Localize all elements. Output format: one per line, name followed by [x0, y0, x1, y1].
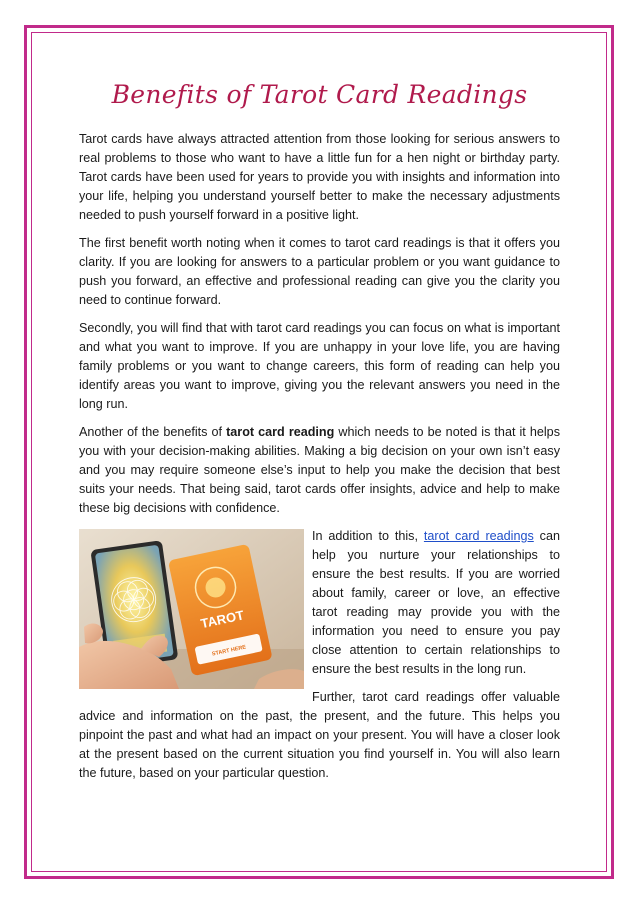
decision-text-before: Another of the benefits of [79, 425, 227, 439]
decision-bold-keyword: tarot card reading [226, 425, 335, 439]
paragraph-decision [79, 423, 560, 518]
paragraph-clarity: The first benefit worth noting when it comes to tarot card readings is that it offers you clarity. If you are looking for answers to a particular problem or you want guidance to push you forward, an effective and professional reading can give you the clarity you need to continue forward. [79, 236, 560, 307]
tarot-card-readings-link[interactable]: tarot card readings [423, 529, 534, 543]
paragraph-past-present-future: Further, tarot card readings offer valuable advice and information on the past, the present, and the future. This helps you pinpoint the past and what had an impact on your present. You will have a closer look at the present based on the current situation you find yourself in. You will also learn the future, based on your particular question. [79, 690, 560, 780]
card-subtitle-text: START HERE [211, 644, 247, 658]
paragraph-focus: Secondly, you will find that with tarot card readings you can focus on what is important and what you want to improve. If you are unhappy in your love life, you are having family problems or you want to change careers, this form of reading can help you identify areas you want to improve, giving you the relevant answers you need in the long run. [79, 321, 560, 411]
decision-text-after: which needs to be noted is that it helps you with your decision-making abilities. Making a big decision on your own isn’t easy and you may require someone else’s input to help you make the decision that best suits your needs. That being said, tarot cards offer insights, advice and help to make these big decisions with confidence. [79, 425, 560, 515]
relationships-text-after: can help you nurture your relationships to ensure the best results. If you are worried about family, career or love, an effective tarot reading may provide you with the information you need to ensure you pay close attention to certain relationships to ensure the best results in the long run. [312, 529, 560, 676]
relationships-text-before: In addition to this, [312, 529, 424, 543]
page-title: Benefits of Tarot Card Readings [111, 80, 528, 109]
document-body [79, 76, 560, 792]
paragraph-intro: Tarot cards have always attracted attention from those looking for serious answers to real problems to those who want to have a little fun for a hen night or birthday party. Tarot cards have been used for years to provide you with insights and information into your life, helping you understand yourself better to make the necessary adjustments needed to push yourself forward in a positive light. [79, 132, 560, 222]
card-title-text: TAROT [199, 607, 246, 632]
tarot-cards-photo [79, 529, 304, 689]
